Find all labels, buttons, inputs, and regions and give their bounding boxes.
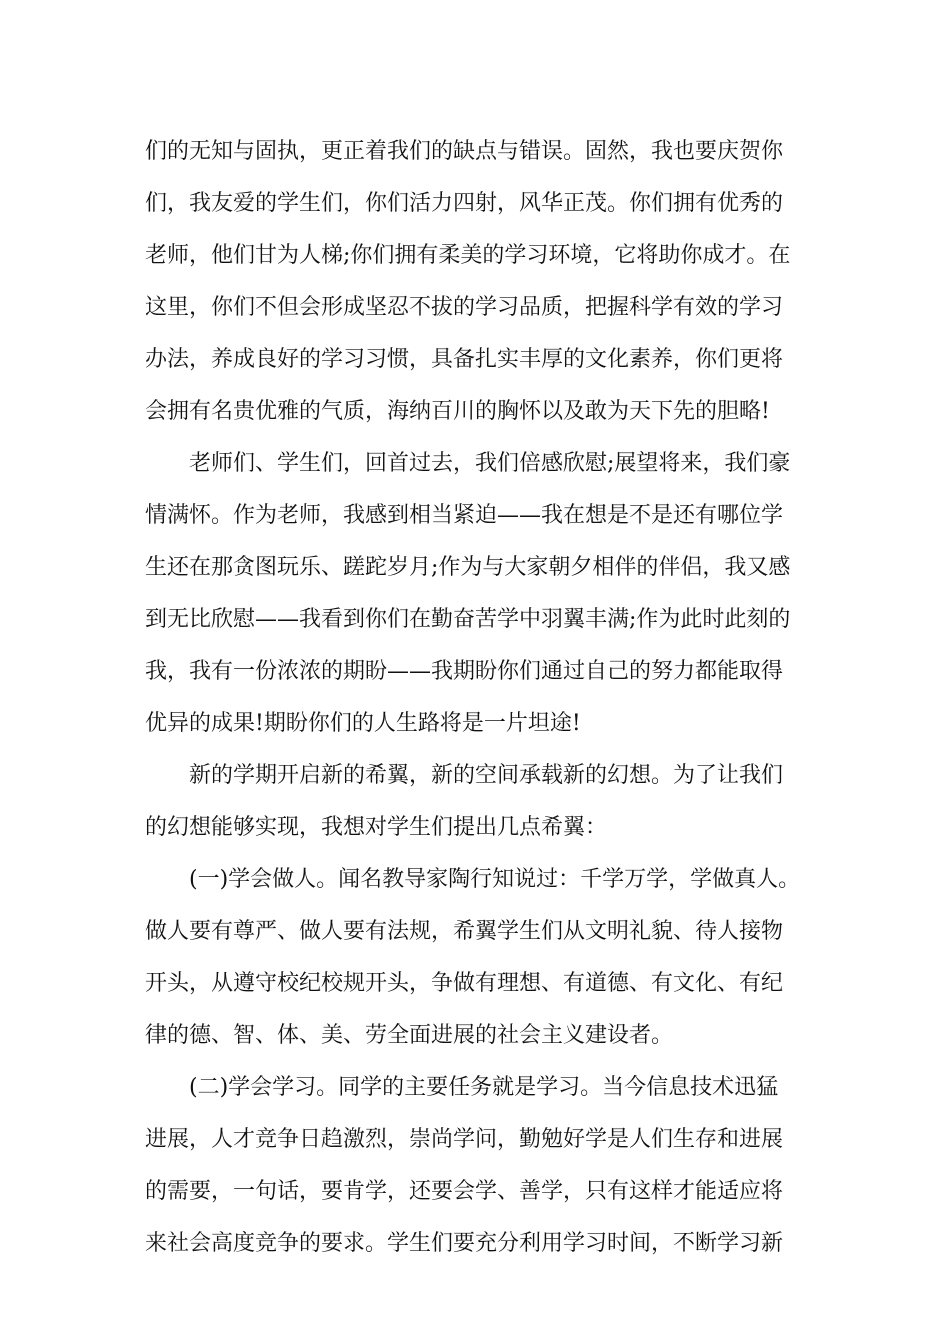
text-line: 我，我有一份浓浓的期盼——我期盼你们通过自己的努力都能取得 xyxy=(145,659,784,684)
text-line: 生还在那贪图玩乐、蹉跎岁月;作为与大家朝夕相伴的伴侣，我又感 xyxy=(145,555,791,580)
text-line: 办法，养成良好的学习习惯，具备扎实丰厚的文化素养，你们更将 xyxy=(145,347,784,372)
body-text xyxy=(145,126,815,1270)
text-line: 开头，从遵守校纪校规开头，争做有理想、有道德、有文化、有纪 xyxy=(145,971,784,996)
text-line: 们，我友爱的学生们，你们活力四射，风华正茂。你们拥有优秀的 xyxy=(145,191,784,216)
paragraph-first-line: (二)学会学习。同学的主要任务就是学习。当今信息技术迅猛 xyxy=(189,1075,779,1100)
text-line: 律的德、智、体、美、劳全面进展的社会主义建设者。 xyxy=(145,1023,674,1048)
text-line: 老师，他们甘为人梯;你们拥有柔美的学习环境，它将助你成才。在 xyxy=(145,243,791,268)
text-line: 这里，你们不但会形成坚忍不拔的学习品质，把握科学有效的学习 xyxy=(145,295,784,320)
text-line: 来社会高度竞争的要求。学生们要充分利用学习时间，不断学习新 xyxy=(145,1231,784,1256)
text-line: 到无比欣慰——我看到你们在勤奋苦学中羽翼丰满;作为此时此刻的 xyxy=(145,607,791,632)
text-line: 们的无知与固执，更正着我们的缺点与错误。固然，我也要庆贺你 xyxy=(145,139,784,164)
paragraph-first-line: (一)学会做人。闻名教导家陶行知说过：千学万学，学做真人。 xyxy=(189,867,801,892)
text-line: 会拥有名贵优雅的气质，海纳百川的胸怀以及敢为天下先的胆略! xyxy=(145,399,770,424)
paragraph-first-line: 新的学期开启新的希翼，新的空间承载新的幻想。为了让我们 xyxy=(189,763,784,788)
text-line: 优异的成果!期盼你们的人生路将是一片坦途! xyxy=(145,711,581,736)
paragraph-first-line: 老师们、学生们，回首过去，我们倍感欣慰;展望将来，我们豪 xyxy=(189,451,791,476)
text-line: 进展，人才竞争日趋激烈，崇尚学问，勤勉好学是人们生存和进展 xyxy=(145,1127,784,1152)
text-line: 情满怀。作为老师，我感到相当紧迫——我在想是不是还有哪位学 xyxy=(145,503,784,528)
text-line: 的需要，一句话，要肯学，还要会学、善学，只有这样才能适应将 xyxy=(145,1179,784,1204)
text-line: 做人要有尊严、做人要有法规，希翼学生们从文明礼貌、待人接物 xyxy=(145,919,784,944)
text-line: 的幻想能够实现，我想对学生们提出几点希翼： xyxy=(145,815,608,840)
